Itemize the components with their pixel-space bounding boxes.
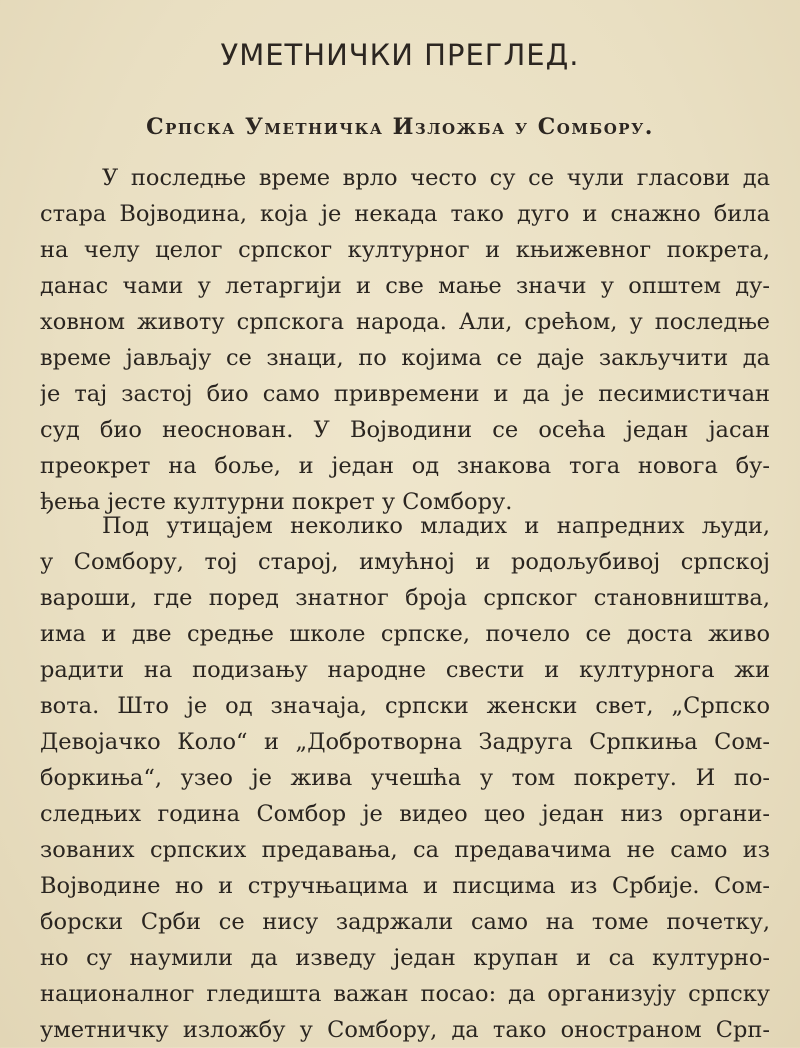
text-line: време јављају се знаци, по којима се даје закључити да xyxy=(40,345,770,371)
text-line: суд био неоснован. У Војводини се осећа један јасан xyxy=(40,417,770,443)
text-line: уметничку изложбу у Сомбору, да тако оностраном Срп- xyxy=(40,1017,770,1043)
text-line: У последње време врло често су се чули гласови да xyxy=(102,165,770,191)
text-line: Војводине но и стручњацима и писцима из Србије. Сом- xyxy=(40,873,770,899)
text-line: ховном животу српскога народа. Али, срећом, у последње xyxy=(40,309,770,335)
text-line: вароши, где поред знатног броја српског становништва, xyxy=(40,585,770,611)
text-line: у Сомбору, тој старој, имућној и родољубивој српској xyxy=(40,549,770,575)
text-line: Девојачко Коло“ и „Добротворна Задруга Српкиња Сом- xyxy=(40,729,770,755)
article-subtitle: Српска Уметничка Изложба у Сомбору. xyxy=(146,114,654,140)
text-line: има и две средње школе српске, почело се доста живо xyxy=(40,621,770,647)
text-line: следњих година Сомбор је видео цео један низ органи- xyxy=(40,801,770,827)
text-line: ђења јесте културни покрет у Сомбору. xyxy=(40,489,513,515)
page-title: УМЕТНИЧКИ ПРЕГЛЕД. xyxy=(220,38,580,72)
text-line: радити на подизању народне свести и културнога жи xyxy=(40,657,770,683)
text-line: стара Војводина, која је некада тако дуго и снажно била xyxy=(40,201,770,227)
text-line: данас чами у летаргији и све мање значи у општем ду- xyxy=(40,273,770,299)
text-line: Под утицајем неколико младих и напредних људи, xyxy=(102,513,770,539)
paragraph-2 xyxy=(40,508,770,1048)
text-line: је тај застој био само привремени и да је песимистичан xyxy=(40,381,770,407)
text-line: преокрет на боље, и један од знакова тога новога бу- xyxy=(40,453,770,479)
paragraph-1 xyxy=(40,160,770,520)
text-line: вота. Што је од значаја, српски женски свет, „Српско xyxy=(40,693,770,719)
text-line: националног гледишта важан посао: да организују српску xyxy=(40,981,770,1007)
text-line: борски Срби се нису задржали само на томе почетку, xyxy=(40,909,770,935)
text-line: боркиња“, узео је жива учешћа у том покрету. И по- xyxy=(40,765,770,791)
text-line: на челу целог српског културног и књижевног покрета, xyxy=(40,237,770,263)
text-line: но су наумили да изведу један крупан и са културно- xyxy=(40,945,770,971)
text-line: зованих српских предавања, са предавачима не само из xyxy=(40,837,770,863)
